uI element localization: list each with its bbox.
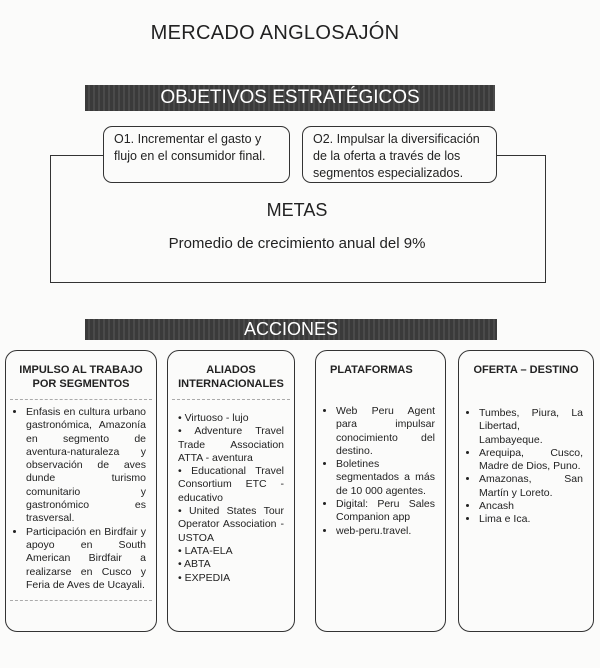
frame-connector-right xyxy=(497,155,545,156)
list-item: • web-peru.travel. xyxy=(336,525,435,538)
list-item: • Ancash xyxy=(479,500,583,513)
list-item: • Adventure Travel Trade Association ATTA - aventura xyxy=(178,425,284,465)
list-item: • Educational Travel Consortium ETC - educativo xyxy=(178,465,284,505)
card-aliados-internacionales xyxy=(167,350,295,632)
card-oferta-destino xyxy=(458,350,594,632)
acciones-header: ACCIONES xyxy=(85,319,497,340)
list-item: • Web Peru Agent para impulsar conocimiento del destino. xyxy=(336,405,435,458)
metas-text: Promedio de crecimiento anual del 9% xyxy=(168,235,426,252)
list-item: • Arequipa, Cusco, Madre de Dios, Puno. xyxy=(479,447,583,474)
objetivos-header: OBJETIVOS ESTRATÉGICOS xyxy=(85,85,495,111)
objective-o1: O1. Incrementar el gasto y flujo en el consumidor final. xyxy=(103,126,290,183)
list-item: • Virtuoso - lujo xyxy=(178,412,284,425)
card-title: PLATAFORMAS xyxy=(330,364,413,376)
list-item: • EXPEDIA xyxy=(178,572,284,585)
metas-header: METAS xyxy=(266,200,328,220)
card-title: ALIADOS INTERNACIONALES xyxy=(178,364,284,390)
page-title: MERCADO ANGLOSAJÓN xyxy=(150,22,400,44)
list-item: • Participación en Birdfair y apoyo en South American Birdfair a realizarse en Cusco y Feria de Aves de Ucayali. xyxy=(26,526,146,592)
list-item: • Amazonas, San Martín y Loreto. xyxy=(479,473,583,500)
list-item: • Tumbes, Piura, La Libertad, Lambayeque. xyxy=(479,407,583,447)
frame-connector-left xyxy=(50,155,103,156)
list-item: • Digital: Peru Sales Companion app xyxy=(336,498,435,525)
divider xyxy=(10,600,152,601)
card-impulso-segmentos xyxy=(5,350,157,632)
list-item: • LATA-ELA xyxy=(178,545,284,558)
list-item: • Enfasis en cultura urbano gastronómica, Amazonía en segmento de aventura-naturaleza y observación de aves dunde turismo comunitario y gastronómico es trasversal. xyxy=(26,406,146,526)
card-title: IMPULSO AL TRABAJO POR SEGMENTOS xyxy=(19,364,143,390)
list-item: • United States Tour Operator Association - USTOA xyxy=(178,505,284,545)
card-plataformas xyxy=(315,350,446,632)
list-item: • Boletines segmentados a más de 10 000 agentes. xyxy=(336,458,435,498)
objective-o2: O2. Impulsar la diversificación de la oferta a través de los segmentos especializados. xyxy=(302,126,497,183)
card-title: OFERTA – DESTINO xyxy=(473,364,579,376)
list-item: • ABTA xyxy=(178,558,284,571)
list-item: • Lima e Ica. xyxy=(479,513,583,526)
